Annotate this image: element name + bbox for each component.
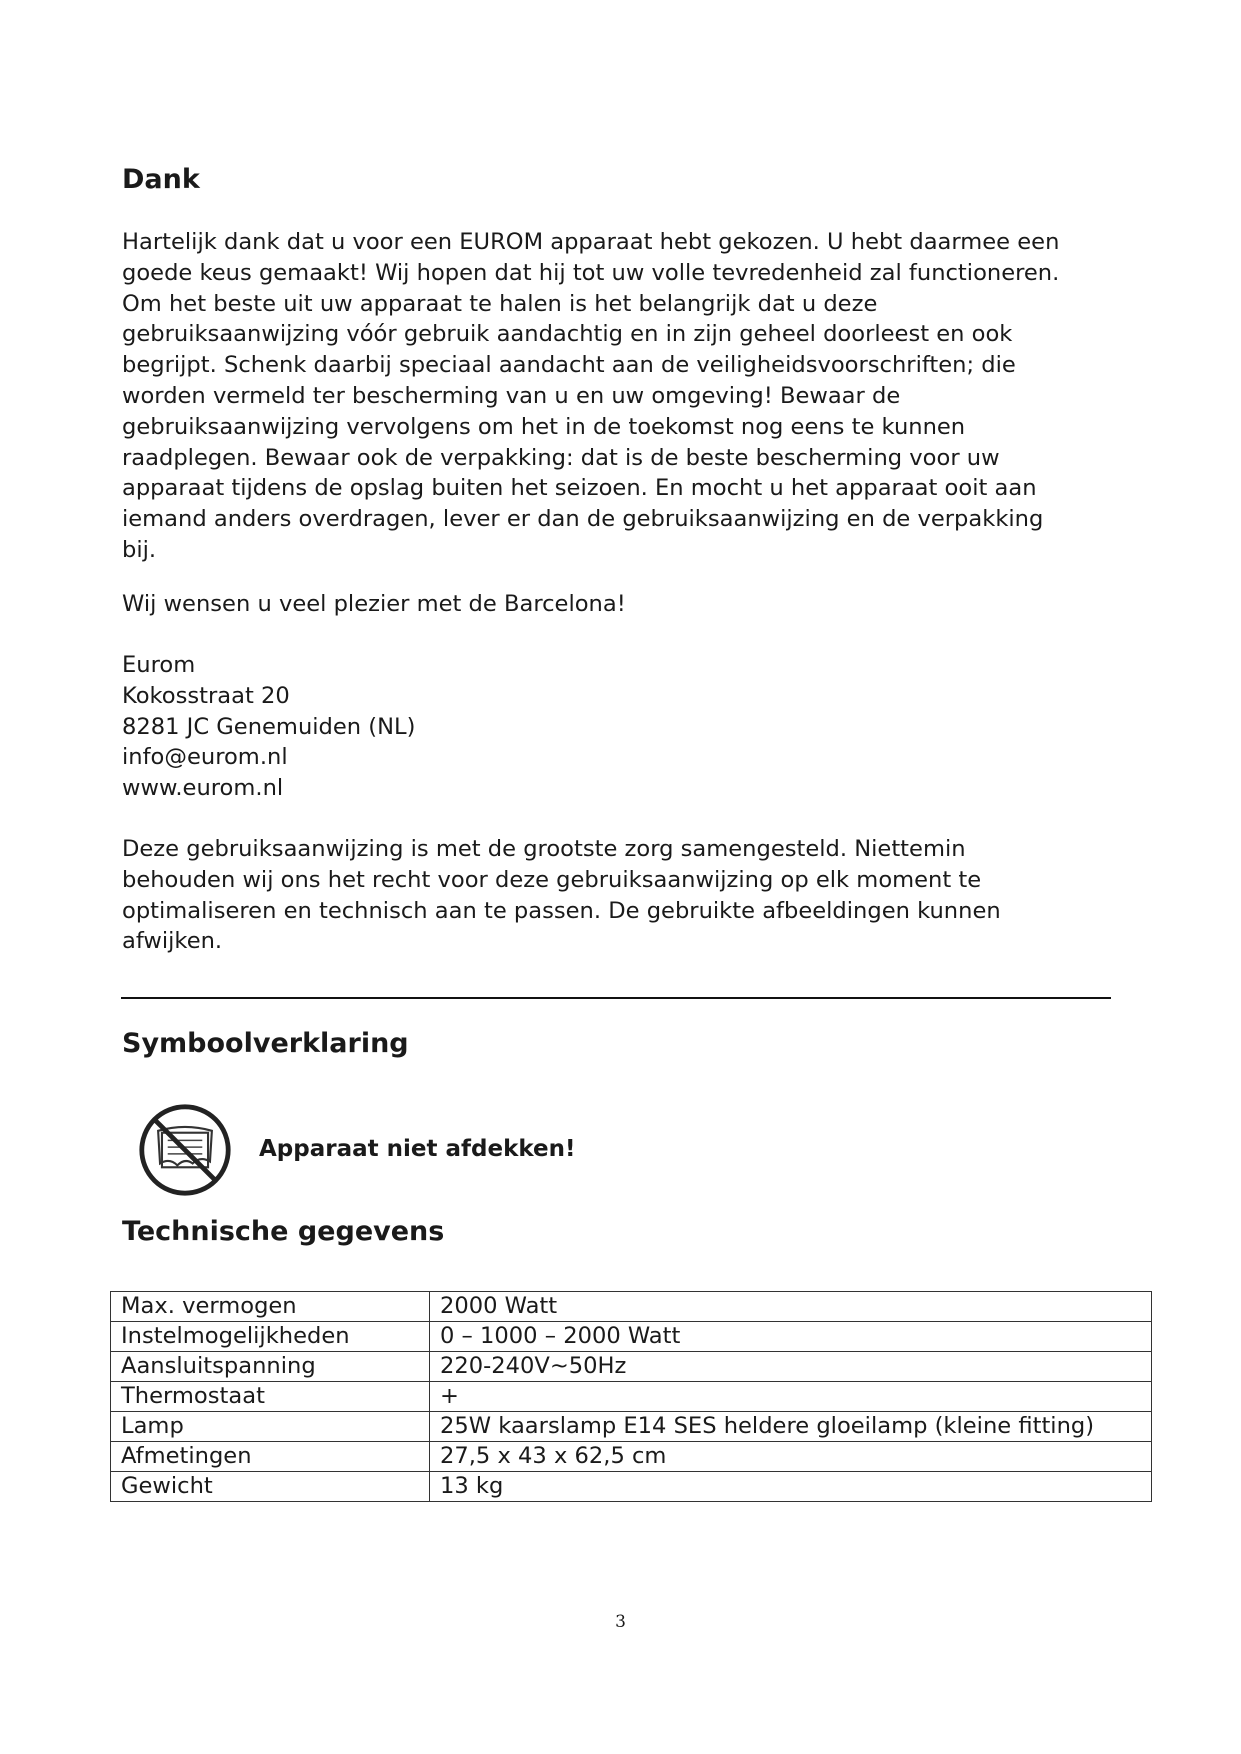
do-not-cover-icon: [137, 1102, 233, 1198]
table-row: [111, 1472, 1152, 1502]
table-row: [111, 1412, 1152, 1442]
spec-value: 2000 Watt: [430, 1292, 1152, 1322]
symbol-label: Apparaat niet afdekken!: [259, 1136, 576, 1162]
company-street: Kokosstraat 20: [122, 682, 290, 709]
section-divider: [121, 997, 1111, 999]
spec-key: Thermostaat: [111, 1382, 430, 1412]
spec-key: Max. vermogen: [111, 1292, 430, 1322]
company-name: Eurom: [122, 652, 196, 678]
spec-key: Afmetingen: [111, 1442, 430, 1472]
spec-value: 27,5 x 43 x 62,5 cm: [430, 1442, 1152, 1472]
page-number: 3: [615, 1612, 626, 1632]
intro-paragraph: Hartelijk dank dat u voor een EUROM apparaat hebt gekozen. U hebt daarmee een goede keus gemaakt! Wij hopen dat hij tot uw volle tevredenheid zal functioneren. Om het beste uit uw apparaat te halen is het belangrijk dat u deze gebruiksaanwijzing vóór gebruik aandachtig en in zijn geheel doorleest en ook begrijpt. Schenk daarbij speciaal aandacht aan de veiligheidsvoorschriften; die worden vermeld ter bescherming van u en uw omgeving! Bewaar de gebruiksaanwijzing vervolgens om het in de toekomst nog eens te kunnen raadplegen. Bewaar ook de verpakking: dat is de beste bescherming voor uw apparaat tijdens de opslag buiten het seizoen. En mocht u het apparaat ooit aan iemand anders overdragen, lever er dan de gebruiksaanwijzing en de verpakking bij.: [122, 229, 1060, 563]
symbol-item: [135, 1100, 835, 1200]
spec-key: Lamp: [111, 1412, 430, 1442]
spec-value: 13 kg: [430, 1472, 1152, 1502]
company-website[interactable]: www.eurom.nl: [122, 775, 284, 802]
table-row: [111, 1382, 1152, 1412]
heading-technische-gegevens: Technische gegevens: [122, 1216, 445, 1247]
table-row: [111, 1352, 1152, 1382]
table-row: [111, 1442, 1152, 1472]
technical-specs-table: [110, 1291, 1152, 1502]
table-row: [111, 1292, 1152, 1322]
table-row: [111, 1322, 1152, 1352]
spec-value: 220-240V~50Hz: [430, 1352, 1152, 1382]
spec-value: +: [430, 1382, 1152, 1412]
heading-dank: Dank: [122, 164, 200, 195]
company-email[interactable]: info@eurom.nl: [122, 744, 288, 771]
disclaimer-paragraph: Deze gebruiksaanwijzing is met de grootste zorg samengesteld. Niettemin behouden wij ons het recht voor deze gebruiksaanwijzing op elk moment te optimaliseren en technisch aan te passen. De gebruikte afbeeldingen kunnen afwijken.: [122, 836, 1001, 955]
wish-paragraph: Wij wensen u veel plezier met de Barcelona!: [122, 591, 626, 617]
company-address: [122, 650, 415, 804]
spec-key: Instelmogelijkheden: [111, 1322, 430, 1352]
spec-value: 25W kaarslamp E14 SES heldere gloeilamp (kleine fitting): [430, 1412, 1152, 1442]
spec-value: 0 – 1000 – 2000 Watt: [430, 1322, 1152, 1352]
spec-key: Gewicht: [111, 1472, 430, 1502]
company-city: 8281 JC Genemuiden (NL): [122, 713, 416, 740]
spec-key: Aansluitspanning: [111, 1352, 430, 1382]
heading-symboolverklaring: Symboolverklaring: [122, 1028, 409, 1059]
